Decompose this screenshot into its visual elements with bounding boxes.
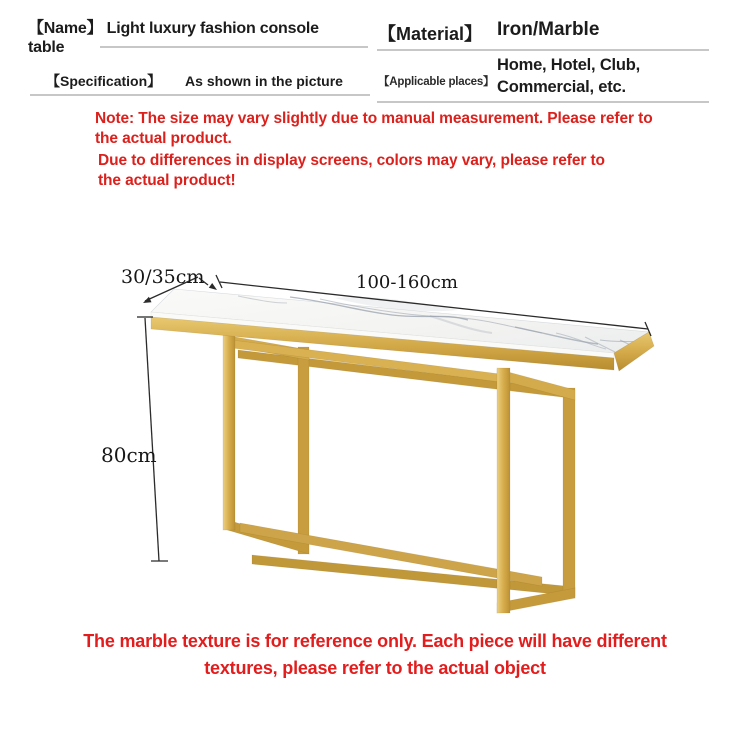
specification-value: As shown in the picture: [185, 73, 343, 89]
divider-name: [100, 46, 368, 48]
divider-material: [377, 49, 709, 51]
height-dimension: [137, 317, 168, 561]
depth-dimension-label: 30/35cm: [121, 266, 205, 288]
height-dimension-label: 80cm: [101, 443, 157, 467]
color-note: [98, 151, 718, 190]
specification-row: [46, 71, 343, 91]
size-note: [95, 109, 715, 148]
applicable-places-value: Home, Hotel, Club, Commercial, etc.: [497, 56, 641, 96]
table-legs: [223, 335, 575, 613]
name-row: [28, 19, 320, 57]
name-label: 【Name】: [28, 20, 103, 37]
name-value: Light luxury fashion console table: [28, 20, 319, 56]
size-note-line2: the actual product.: [95, 129, 232, 147]
size-note-line1: Note: The size may vary slightly due to manual measurement. Please refer to: [95, 110, 653, 127]
color-note-line2: the actual product!: [98, 171, 236, 189]
specification-label: 【Specification】: [46, 73, 162, 89]
marble-texture-note: [0, 628, 750, 682]
divider-specification: [30, 94, 370, 96]
applicable-places-label: 【Applicable places】: [378, 76, 495, 88]
marble-texture-note-line1: The marble texture is for reference only. Each piece will have different: [83, 631, 667, 651]
color-note-line1: Due to differences in display screens, colors may vary, please refer to: [98, 152, 605, 169]
material-label: 【Material】: [378, 24, 483, 44]
width-dimension-label: 100-160cm: [356, 272, 458, 293]
material-value: Iron/Marble: [497, 19, 600, 40]
marble-texture-note-line2: textures, please refer to the actual object: [204, 658, 546, 678]
divider-places: [377, 101, 709, 103]
